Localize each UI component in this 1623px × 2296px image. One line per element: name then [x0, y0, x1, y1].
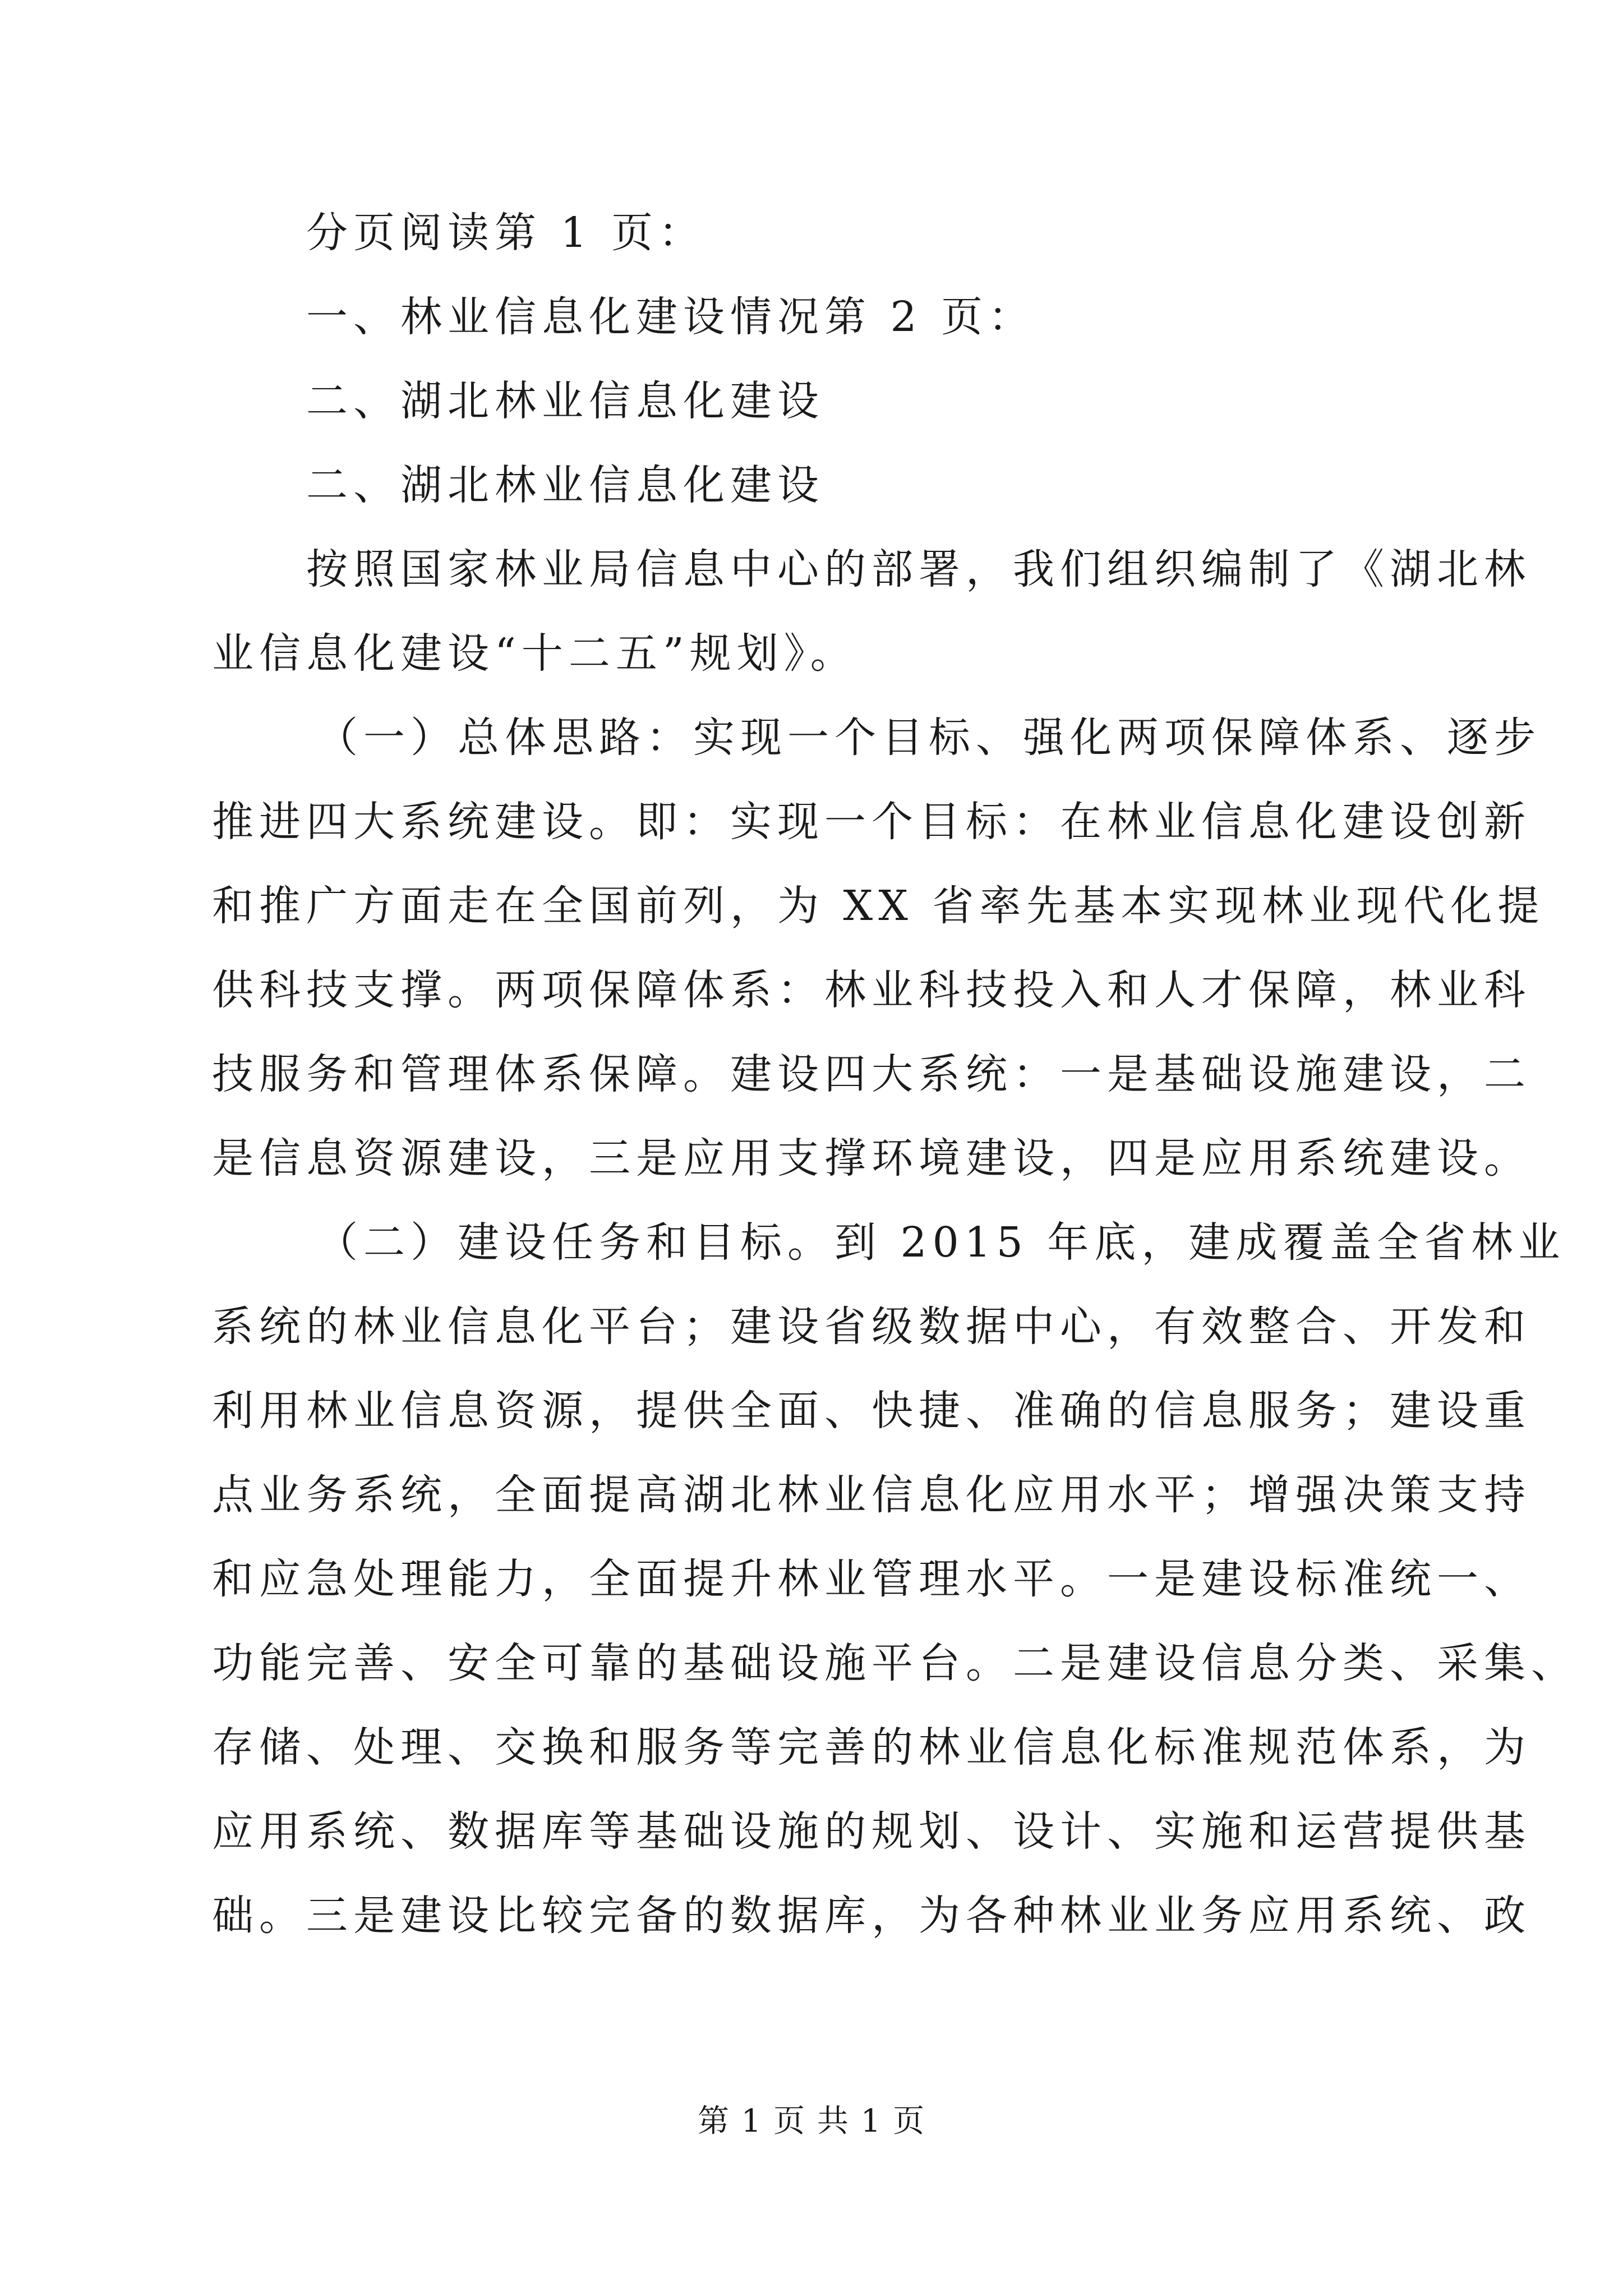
text-line: 一、林业信息化建设情况第 2 页： — [306, 293, 1036, 341]
text-line: 存储、处理、交换和服务等完善的林业信息化标准规范体系，为 — [212, 1723, 1531, 1772]
page-footer: 第 1 页 共 1 页 — [697, 2103, 926, 2139]
text-line: 技服务和管理体系保障。建设四大系统：一是基础设施建设，二 — [212, 1050, 1531, 1098]
text-line: 推进四大系统建设。即：实现一个目标：在林业信息化建设创新 — [212, 798, 1531, 846]
text-line: 系统的林业信息化平台；建设省级数据中心，有效整合、开发和 — [212, 1303, 1531, 1351]
text-line: 和推广方面走在全国前列，为 XX 省率先基本实现林业现代化提 — [212, 882, 1545, 930]
text-line: 利用林业信息资源，提供全面、快捷、准确的信息服务；建设重 — [212, 1387, 1531, 1435]
text-line: 点业务系统，全面提高湖北林业信息化应用水平；增强决策支持 — [212, 1471, 1531, 1519]
text-line: 础。三是建设比较完备的数据库，为各种林业业务应用系统、政 — [212, 1892, 1531, 1940]
text-line: 是信息资源建设，三是应用支撑环境建设，四是应用系统建设。 — [212, 1134, 1531, 1182]
text-line: 供科技支撑。两项保障体系：林业科技投入和人才保障，林业科 — [212, 966, 1531, 1014]
text-line: 业信息化建设“十二五”规划》。 — [212, 629, 857, 678]
text-line: 应用系统、数据库等基础设施的规划、设计、实施和运营提供基 — [212, 1807, 1531, 1856]
text-line: 分页阅读第 1 页： — [306, 209, 706, 257]
text-line: （一）总体思路：实现一个目标、强化两项保障体系、逐步 — [316, 714, 1541, 762]
text-line: 按照国家林业局信息中心的部署，我们组织编制了《湖北林 — [306, 545, 1531, 593]
text-line: 和应急处理能力，全面提升林业管理水平。一是建设标准统一、 — [212, 1555, 1531, 1603]
text-line: （二）建设任务和目标。到 2015 年底，建成覆盖全省林业 — [316, 1218, 1566, 1267]
text-line: 功能完善、安全可靠的基础设施平台。二是建设信息分类、采集、 — [212, 1639, 1578, 1687]
text-line: 二、湖北林业信息化建设 — [306, 377, 824, 425]
text-line: 二、湖北林业信息化建设 — [306, 461, 824, 509]
